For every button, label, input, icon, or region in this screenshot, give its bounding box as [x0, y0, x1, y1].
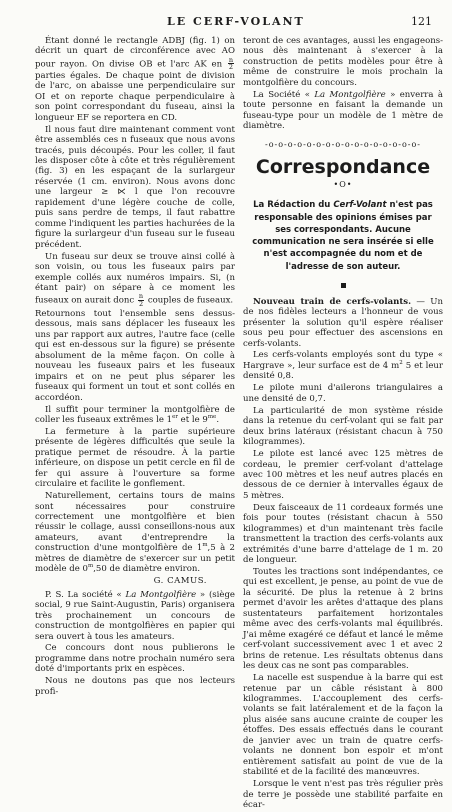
superscript: er	[172, 414, 178, 421]
society-name: La Montgolfière	[314, 89, 386, 100]
paragraph: Ce concours dont nous publierons le programme dans notre prochain numéro sera doté d'importants prix en espèces.	[35, 643, 235, 675]
journal-name: Cerf-Volant	[333, 200, 387, 211]
paragraph: Il nous faut dire maintenant comment vont être assemblés ces n fuseaux que nous avons tracés, puis découpés. Pour les coller, il faut les disposer côte à côte et très régulièrement (fig. 3) en les espaçant de la surlargeur réservée (1 cm. environ). Nous avons donc une largeur ≥ ⋉ l que l'on recouvre rapidement d'une légère couche de colle, puis sans perdre de temps, il faut rabattre comme l'indiquent les parties hachurées de la figure la surlargeur d'un fuseau sur le fuseau précédent.	[35, 124, 235, 250]
paragraph: La fermeture à la partie supérieure présente de légères difficultés que seule la pratique permet de résoudre. À la partie inférieure, on dispose un petit cercle en fil de fer qui assure à l'ouverture sa forme circulaire et facilite le gonflement.	[35, 426, 235, 490]
paragraph: La nacelle est suspendue à la barre qui est retenue par un câble résistant à 800 kilogrammes. L'accouplement des cerfs-volants se fait latéralement et de la façon la plus aisée sans aucune crainte de couper les étoffes. Des essais effectués dans le courant de janvier avec un train de quatre cerfs-volants ne donnent bon espoir et m'ont entièrement satisfait au point de vue de la stabilité et de la facilité des manœuvres.	[243, 673, 443, 778]
fraction-denominator: 2	[228, 63, 233, 72]
left-column	[35, 36, 235, 699]
paragraph	[35, 36, 235, 123]
paragraph-text: — Un de nos fidèles lecteurs a l'honneur de vous présenter la solution qu'il espère réaliser sous peu pour effectuer des ascensions en cerfs-volants.	[243, 296, 443, 349]
paragraph-text: parties égales. De chaque point de division de l'arc, on abaisse une perpendiculaire sur OI et on reporte chaque perpendiculaire à son point correspondant du fuseau, ainsi la longueur EF se reportera en CD.	[35, 70, 235, 123]
paragraph-text: ,5 à 2 mètres de diamètre de s'exercer sur un petit modèle de 0	[35, 543, 235, 575]
editorial-disclaimer	[245, 199, 441, 272]
paragraph-text: La Société «	[253, 89, 315, 100]
paragraph-text: » enverra à toute personne en faisant la demande un fuseau-type pour un modèle de 1 mètre de diamètre.	[243, 89, 443, 132]
disclaimer-text: n'est pas responsable des opinions émises par ses correspondants. Aucune communication ne sera insérée si elle n'est accompagnée du nom et de l'adresse de son auteur.	[252, 200, 434, 272]
superscript: me	[207, 414, 217, 421]
journal-title: LE CERF-VOLANT	[167, 15, 305, 28]
disclaimer-text: La Rédaction du	[253, 200, 334, 211]
square-bullet-ornament	[341, 283, 346, 288]
paragraph	[243, 350, 443, 381]
paragraph: Retournons tout l'ensemble sens dessus-dessous, mais sans déplacer les fuseaux les uns par rapport aux autres, l'autre face (celle qui est en-dessous sur la figure) se présente absolument de la même façon. On colle à nouveau les fuseaux pairs et les fuseaux impairs et on ne peut plus séparer les fuseaux qui forment un tout et sont collés en accordéon.	[35, 308, 235, 403]
paragraph-text: Naturellement, certains tours de mains sont nécessaires pour construire correctement une montgolfière et bien réussir le collage, aussi conseillons-nous aux amateurs, avant d'entreprendre la construction d'une montgolfière de 1	[35, 491, 235, 554]
paragraph-text: couples de fuseaux.	[147, 295, 234, 306]
paragraph	[243, 297, 443, 349]
paragraph-text: » (siège social, 9 rue Saint-Augustin, Paris) organisera très prochainement un concours de construction de montgolfières en papier qui sera ouvert à tous les amateurs.	[35, 589, 235, 642]
running-header	[35, 0, 445, 36]
paragraph-text: 5 et leur densité 0,8.	[243, 360, 443, 382]
paragraph-text: Les cerfs-volants employés sont du type « Hargrave », leur surface est de 4 m	[243, 350, 443, 371]
paragraph-text: Il suffit pour terminer la montgolfière de coller les fuseaux extrêmes le 1	[35, 404, 235, 425]
fraction	[138, 293, 144, 307]
fraction	[228, 57, 234, 71]
paragraph	[35, 252, 235, 308]
dotted-ornament-divider: -o-o-o-o-o-o-o-o-o-o-o-o-o-o-o-o-	[264, 139, 421, 149]
superscript: 2	[399, 360, 403, 367]
author-signature: G. CAMUS.	[153, 576, 207, 587]
paragraph	[35, 405, 235, 426]
small-ornament: •O•	[333, 180, 353, 190]
fraction-numerator: n	[228, 55, 233, 64]
superscript: m	[87, 563, 94, 570]
society-name: La Montgolfière	[125, 589, 197, 600]
paragraph: Le pilote muni d'ailerons triangulaires a une densité de 0,7.	[243, 383, 443, 404]
paragraph: La particularité de mon système réside dans la retenue du cerf-volant qui se fait par deux brins latéraux (résistant chacun à 750 kilogrammes).	[243, 405, 443, 448]
paragraph	[243, 90, 443, 132]
paragraph: Nous ne doutons pas que nos lecteurs profi-	[35, 676, 235, 697]
paragraph-text: .	[216, 414, 220, 425]
paragraph	[35, 590, 235, 642]
paragraph-text: Un fuseau sur deux se trouve ainsi collé à son voisin, ou tous les fuseaux pairs par exemple collés aux numéros impairs. Si, (n étant pair) on sépare à ce moment les fuseaux on aurait donc	[35, 251, 235, 306]
fraction-denominator: 2	[138, 299, 144, 308]
two-column-body	[35, 36, 445, 812]
superscript: m	[202, 542, 208, 549]
paragraph: Toutes les tractions sont indépendantes, ce qui est excellent, je pense, au point de vue de la sécurité. De plus la retenue à 2 brins permet d'avoir les arêtes d'attaque des plans sustentateurs parfaitement horizontales même avec des cerfs-volants mal équilibrés. J'ai même exagéré ce défaut et lancé le même cerf-volant successivement avec 1 et avec 2 brins de retenue. Les résultats obtenus dans les deux cas ne sont pas comparables.	[243, 567, 443, 672]
section-title: Correspondance	[255, 156, 431, 179]
page-number: 121	[411, 15, 432, 28]
paragraph: teront de ces avantages, aussi les engageons-nous dès maintenant à s'exercer à la construction de petits modèles pour être à même de construire le mois prochain la montgolfière du concours.	[243, 36, 443, 88]
right-column	[243, 36, 443, 812]
paragraph: Le pilote est lancé avec 125 mètres de cordeau, le premier cerf-volant d'attelage avec 100 mètres et les neuf autres placés en dessous de ce dernier à intervalles égaux de 5 mètres.	[243, 449, 443, 501]
paragraph-text: P. S. La société «	[45, 589, 126, 600]
article-heading: Nouveau train de cerfs-volants.	[253, 296, 412, 307]
paragraph-text: Étant donné le rectangle ADBJ (fig. 1) on décrit un quart de circonférence avec AO pour rayon. On divise OB et l'arc AK en	[35, 36, 235, 70]
paragraph: Deux faisceaux de 11 cordeaux formés une fois pour toutes (résistant chacun à 550 kilogrammes) et d'un maintenant très facile transmettent la traction des cerfs-volants aux extrémités d'une barre d'attelage de 1 m. 20 de longueur.	[243, 502, 443, 566]
paragraph: Lorsque le vent n'est pas très régulier près de terre je possède une stabilité parfaite en écar-	[243, 779, 443, 810]
fraction-numerator: n	[138, 292, 144, 301]
paragraph-text: ,50 de diamètre environ.	[93, 564, 201, 575]
paragraph-text: et le 9	[177, 414, 208, 425]
paragraph	[35, 491, 235, 575]
